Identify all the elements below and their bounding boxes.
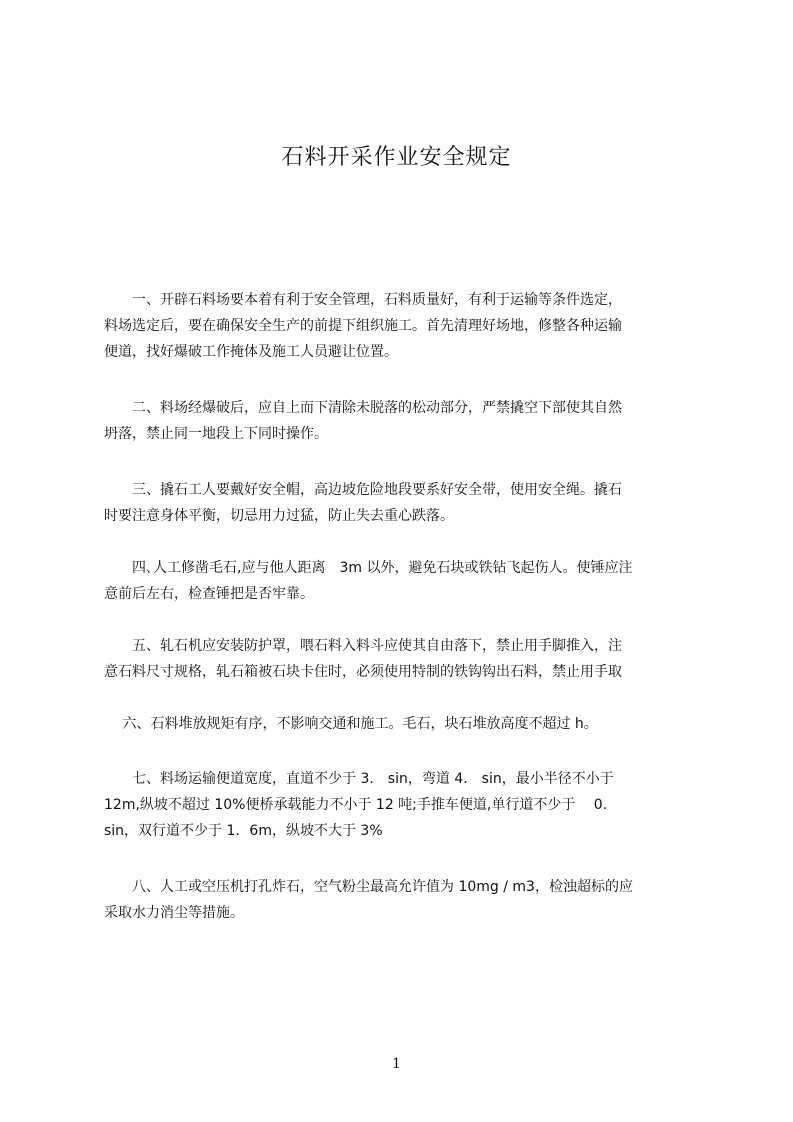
paragraph-line: 三、撬石工人要戴好安全帽，高边坡危险地段要系好安全带，使用安全绳。撬石 — [104, 482, 622, 498]
paragraph-line: 时要注意身体平衡，切忌用力过猛，防止失去重心跌落。 — [104, 508, 454, 524]
paragraph-line: 便道，找好爆破工作掩体及施工人员避让位置。 — [104, 344, 398, 360]
paragraph-8 — [104, 874, 710, 926]
paragraph-1 — [104, 287, 710, 365]
paragraph-line: 五、轧石机应安装防护罩，喂石料入料斗应使其自由落下，禁止用手脚推入，注 — [104, 638, 622, 654]
paragraph-line: 七、料场运输便道宽度，直道不少于 3． sin，弯道 4． sin，最小半径不小于 — [104, 771, 614, 787]
paragraph-line: 八、人工或空压机打孔炸石，空气粉尘最高允许值为 10mg / m3，检浊超标的应 — [104, 879, 633, 895]
paragraph-line: 料场选定后，要在确保安全生产的前提下组织施工。首先清理好场地，修整各种运输 — [104, 318, 622, 334]
paragraph-4 — [104, 555, 710, 607]
paragraph-6 — [104, 711, 710, 737]
paragraph-2 — [104, 395, 710, 447]
paragraph-line: 采取水力消尘等措施。 — [104, 905, 244, 921]
paragraph-5 — [104, 633, 710, 685]
paragraph-line: 六、石料堆放规矩有序，不影响交通和施工。毛石，块石堆放高度不超过 h。 — [104, 716, 598, 732]
document-title: 石料开采作业安全规定 — [281, 145, 512, 170]
paragraph-line: sin，双行道不少于 1．6m，纵坡不大于 3% — [104, 823, 383, 839]
page-number: 1 — [392, 1056, 401, 1072]
paragraph-line: 四､人工修凿毛石,应与他人距离 3m 以外，避免石块或铁钻飞起伤人。使锤应注 — [104, 560, 633, 576]
paragraph-3 — [104, 477, 710, 529]
paragraph-7 — [104, 766, 710, 844]
paragraph-line: 意石料尺寸规格，轧石箱被石块卡住时，必须使用特制的铁钩钩出石料，禁止用手取 — [104, 664, 622, 680]
paragraph-line: 意前后左右，检查锤把是否牢靠。 — [104, 586, 314, 602]
paragraph-line: 二、料场经爆破后，应自上而下清除未脱落的松动部分，严禁撬空下部使其自然 — [104, 400, 622, 416]
paragraph-line: 12m,纵坡不超过 10%便桥承载能力不小于 12 吨;手推车便道,单行道不少于 0. — [104, 797, 608, 813]
paragraph-line: 一、开辟石料场要本着有利于安全管理，石料质量好，有利于运输等条件选定， — [104, 292, 622, 308]
paragraph-line: 坍落，禁止同一地段上下同时操作。 — [104, 426, 328, 442]
